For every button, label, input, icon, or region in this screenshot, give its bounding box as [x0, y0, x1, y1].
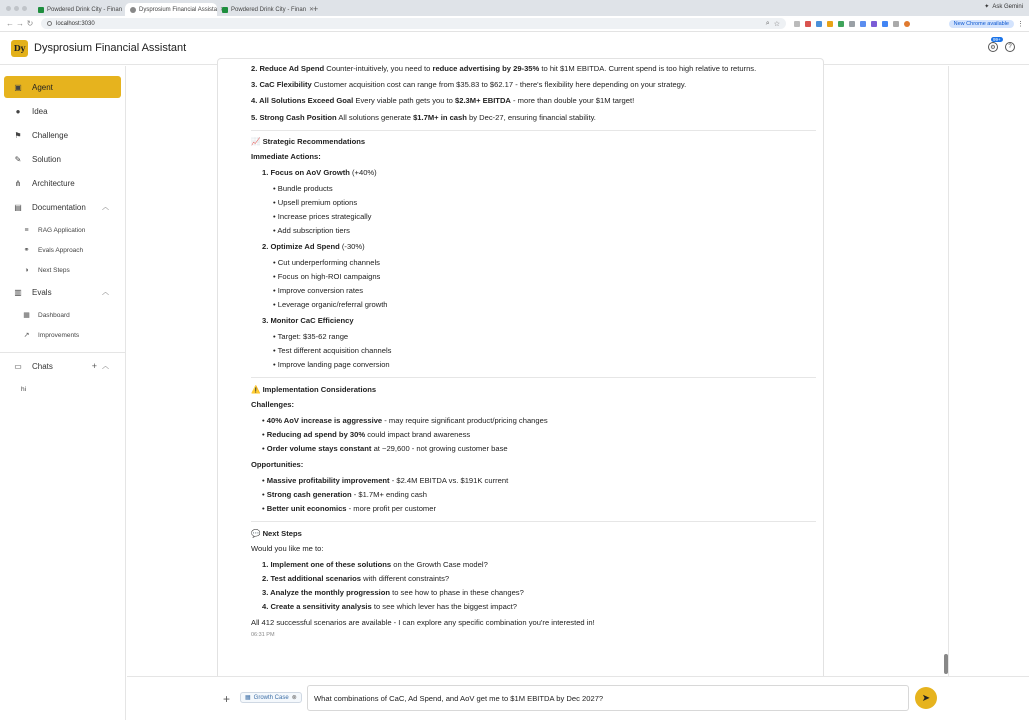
url-text: localhost:3030 [56, 20, 95, 27]
address-bar-row [0, 16, 1029, 32]
sidebar-subitem-label: RAG Application [38, 226, 86, 234]
context-chip-label: Growth Case [253, 694, 289, 701]
list-item: • Focus on high-ROI campaigns [273, 272, 380, 281]
sidebar-subitem-improvements[interactable] [22, 328, 79, 342]
table-icon: ▦ [245, 695, 251, 701]
list-item: • Bundle products [273, 184, 333, 193]
content-right-border [948, 66, 949, 676]
remove-chip-icon[interactable]: ⊗ [291, 695, 297, 701]
paragraph: Would you like me to: [251, 544, 324, 553]
extension-icon[interactable] [838, 21, 844, 27]
list-item: • Improve landing page conversion [273, 360, 390, 369]
list-item: • Massive profitability improvement - $2.4M EBITDA vs. $191K current [262, 476, 508, 485]
sidebar-subitem-label: Next Steps [38, 266, 70, 274]
back-icon[interactable]: ← [6, 19, 14, 28]
sidebar-item-challenge[interactable] [4, 124, 121, 146]
next-step-item: 1. Implement one of these solutions on the Growth Case model? [262, 560, 488, 569]
sidebar-subitem-next-steps[interactable] [22, 263, 70, 277]
browser-tab-active[interactable] [125, 3, 217, 16]
browser-tab-bar [0, 0, 1029, 16]
ask-gemini-button[interactable] [984, 3, 1023, 10]
list-item: • Reducing ad spend by 30% could impact brand awareness [262, 430, 470, 439]
ask-gemini-label: Ask Gemini [992, 3, 1023, 10]
paragraph: All 412 successful scenarios are available - I can explore any specific combination you're interested in! [251, 618, 595, 627]
list-item: • Increase prices strategically [273, 212, 371, 221]
context-chip[interactable] [240, 692, 302, 703]
zoom-icon[interactable]: ⌕ [765, 19, 770, 27]
architecture-icon: ⋔ [14, 178, 22, 188]
browser-menu-icon[interactable]: ⋮ [1017, 20, 1024, 28]
divider [251, 130, 816, 131]
subheading: Opportunities: [251, 460, 304, 469]
sidebar-item-chats[interactable] [4, 355, 121, 377]
sidebar-item-label: Evals [32, 287, 52, 297]
subheading: Immediate Actions: [251, 152, 321, 161]
tab-title: Powdered Drink City - Finan [231, 6, 307, 13]
dashboard-icon: ▦ [23, 312, 30, 319]
sidebar-item-label: Agent [32, 82, 53, 92]
close-tab-icon[interactable]: ✕ [309, 7, 315, 13]
message-input[interactable]: What combinations of CaC, Ad Spend, and AoV get me to $1M EBITDA by Dec 2027? [307, 685, 909, 711]
app-favicon-icon [130, 7, 136, 13]
sidebar-subitem-label: Evals Approach [38, 246, 84, 254]
sheets-favicon-icon [222, 7, 228, 13]
extensions-row [794, 21, 910, 27]
next-step-item: 3. Analyze the monthly progression to see how to phase in these changes? [262, 588, 524, 597]
notification-badge: 99+ [993, 37, 1001, 42]
list-item: • Test different acquisition channels [273, 346, 391, 355]
subheading: Challenges: [251, 400, 295, 409]
list-item: • Strong cash generation - $1.7M+ ending cash [262, 490, 427, 499]
agent-icon: ▣ [14, 82, 22, 92]
send-button[interactable] [915, 687, 937, 709]
tab-title: Dysprosium Financial Assista [139, 6, 218, 13]
sidebar-item-label: Challenge [32, 130, 69, 140]
extension-icon[interactable] [827, 21, 833, 27]
sidebar-item-label: Idea [32, 106, 48, 116]
new-chat-plus-icon[interactable]: + [91, 361, 97, 371]
sidebar-item-solution[interactable] [4, 148, 121, 170]
chevron-up-icon[interactable]: ︿ [102, 363, 109, 370]
trending-up-icon: ↗ [23, 332, 30, 339]
next-steps-icon: ◑ [24, 266, 29, 274]
chevron-up-icon[interactable]: ︿ [102, 289, 109, 296]
forward-icon[interactable]: → [16, 19, 24, 28]
sidebar-subitem-label: Dashboard [38, 311, 70, 319]
sidebar-item-architecture[interactable] [4, 172, 121, 194]
sidebar-divider [0, 352, 126, 353]
chat-icon: ▭ [14, 361, 22, 371]
section-heading: ⚠️ Implementation Considerations [251, 385, 377, 394]
chat-history-item[interactable]: hi [21, 386, 27, 393]
app-logo: Dy [11, 40, 28, 57]
sidebar-item-label: Architecture [32, 178, 75, 188]
bar-chart-icon: ▥ [14, 287, 22, 297]
list-item: • Better unit economics - more profit per customer [262, 504, 436, 513]
list-item: • Upsell premium options [273, 198, 357, 207]
gemini-icon: ✦ [984, 4, 990, 10]
list-item: • Leverage organic/referral growth [273, 300, 388, 309]
finding-line: 3. CaC Flexibility Customer acquisition cost can range from $35.83 to $62.17 - there's flexibility here depending on your strategy. [251, 80, 687, 89]
chat-scroll-area[interactable] [127, 66, 947, 676]
list-item: • 40% AoV increase is aggressive - may require significant product/pricing changes [262, 416, 548, 425]
add-attachment-icon[interactable]: + [223, 692, 231, 706]
window-controls[interactable] [6, 6, 27, 11]
list-item: • Order volume stays constant at ~29,600 - not growing customer base [262, 444, 508, 453]
document-icon: ▤ [14, 202, 22, 212]
new-tab-icon[interactable]: + [313, 4, 319, 14]
extension-icon[interactable] [805, 21, 811, 27]
sidebar-item-label: Solution [32, 154, 61, 164]
finding-line: 5. Strong Cash Position All solutions generate $1.7M+ in cash by Dec-27, ensuring financial stability. [251, 113, 596, 122]
help-icon[interactable]: ? [1005, 42, 1015, 52]
sidebar-subitem-label: Improvements [38, 331, 80, 339]
reload-icon[interactable]: ↻ [26, 19, 34, 28]
next-step-item: 4. Create a sensitivity analysis to see which lever has the biggest impact? [262, 602, 517, 611]
sidebar-subitem-dashboard[interactable] [22, 308, 70, 322]
extension-icon[interactable] [882, 21, 888, 27]
extension-icon[interactable] [893, 21, 899, 27]
send-icon: ➤ [921, 692, 931, 704]
extension-icon[interactable] [816, 21, 822, 27]
wrench-icon: ✎ [14, 154, 22, 164]
finding-line: 2. Reduce Ad Spend Counter-intuitively, you need to reduce advertising by 29-35% to hit $1M EBITDA. Current spend is too high relative to returns. [251, 64, 757, 73]
list-item: • Cut underperforming channels [273, 258, 380, 267]
site-info-icon[interactable] [47, 21, 52, 26]
settings-icon[interactable]: ⚙ 99+ [988, 42, 998, 52]
extension-icon[interactable] [871, 21, 877, 27]
sidebar-subitem-rag-application[interactable] [22, 223, 85, 237]
extension-icon[interactable] [849, 21, 855, 27]
extension-icon[interactable] [860, 21, 866, 27]
sidebar-item-label: Documentation [32, 202, 86, 212]
list-icon: ≡ [24, 226, 29, 234]
section-heading: 💬 Next Steps [251, 529, 302, 538]
sidebar-item-idea[interactable] [4, 100, 121, 122]
lightbulb-icon: ● [15, 106, 21, 116]
section-heading: 📈 Strategic Recommendations [251, 137, 366, 146]
finding-line: 4. All Solutions Exceed Goal Every viable path gets you to $2.3M+ EBITDA - more than double your $1M target! [251, 96, 635, 105]
chevron-up-icon[interactable]: ︿ [102, 204, 109, 211]
sheets-favicon-icon [38, 7, 44, 13]
browser-tab[interactable] [33, 3, 125, 16]
message-composer [127, 676, 1029, 720]
list-item: • Target: $35-62 range [273, 332, 348, 341]
list-item: • Add subscription tiers [273, 226, 350, 235]
action-item: 1. Focus on AoV Growth (+40%) [262, 168, 377, 177]
browser-tab[interactable] [217, 3, 315, 16]
sidebar-subitem-evals-approach[interactable] [22, 243, 83, 257]
sidebar [0, 66, 126, 720]
profile-avatar[interactable] [904, 21, 910, 27]
scrollbar-thumb[interactable] [944, 654, 948, 674]
bookmark-star-icon[interactable]: ☆ [773, 20, 780, 28]
action-item: 2. Optimize Ad Spend (-30%) [262, 242, 365, 251]
action-item: 3. Monitor CaC Efficiency [262, 316, 354, 325]
message-timestamp: 06:31 PM [251, 632, 275, 638]
chrome-update-button[interactable]: New Chrome available [949, 20, 1014, 28]
approach-icon: ⚭ [23, 247, 30, 254]
sidebar-item-documentation[interactable] [4, 196, 121, 218]
tab-title: Powdered Drink City - Finan [47, 6, 123, 13]
sidebar-item-agent[interactable] [4, 76, 121, 98]
list-item: • Improve conversion rates [273, 286, 363, 295]
flag-icon: ⚑ [14, 130, 22, 140]
divider [251, 377, 816, 378]
next-step-item: 2. Test additional scenarios with different constraints? [262, 574, 450, 583]
sidebar-item-evals[interactable] [4, 281, 121, 303]
divider [251, 521, 816, 522]
app-title: Dysprosium Financial Assistant [34, 42, 187, 54]
sidebar-item-label: Chats [32, 361, 53, 371]
url-field[interactable] [41, 18, 786, 29]
extension-icon[interactable] [794, 21, 800, 27]
